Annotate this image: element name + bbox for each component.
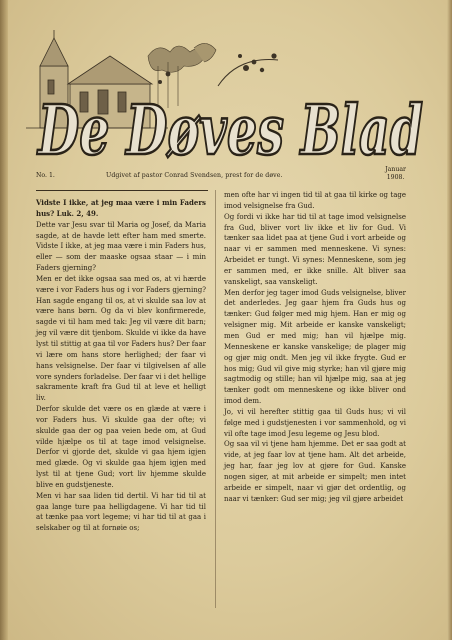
paragraph: Dette var Jesu svar til Maria og Josef, da Maria sagde, at de havde lett efter ham med smerte. Vidste I ikke, at jeg maa være i min Faders hus, eller — som der maaske ogsaa staar — i min Faders gjerning? — [36, 220, 206, 273]
column-divider — [215, 190, 216, 608]
page-right-edge — [447, 0, 452, 640]
paragraph: Jo, vi vil herefter stittig gaa til Guds hus; vi vil følge med i gudstjenesten i vor sammenhold, og vi vil ofte tage imod Jesu legeme og Jesu blod. — [224, 407, 406, 438]
paragraph: Men derfor jeg tager imod Guds velsignelse, bliver det anderledes. Jeg gaar hjem fra Guds hus og tænker: Gud følger med mig hjem. Han er mig og velsigner mig. Mit arbeide er kanske vanskeligt; men Gud er med mig; han vil hjælpe mig. Menneskene er kanske vanskelige; de plager mig og gjør mig ondt. Men jeg vil ikke frygte. Gud er hos mig; Gud vil give mig styrke; han vil gjøre mig sagtmodig og stille; han vil hjælpe mig, saa at jeg tænker godt om menneskene og ikke bliver ond imod dem. — [224, 288, 406, 406]
paragraph: Men er det ikke ogsaa saa med os, at vi hærde være i vor Faders hus og i vor Faders gjerning? Han sagde engang til os, at vi skulde saa lov at være hans børn. Og da vi blev konfirmerede, sagde vi til ham med tak: Jeg vil være dit barn; jeg vil være dit tjenbom. Skulde vi ikke da have lyst til stittig at gaa til vor Faders hus? Der faar vi lære om hans store herlighed; der faar vi hans velsignelse. Der faar vi tilgivelsen af alle vore synders forladelse. Der faar vi i det hellige sakramente kraft fra Gud til at leve et helligt liv. — [36, 274, 206, 403]
paragraph: Derfor skulde det være os en glæde at være i vor Faders hus. Vi skulde gaa der ofte; vi skulde gaa der og paa veien bede om, at Gud vilde hjælpe os til at tage imod velsignelse. Derfor vi gjorde det, skulde vi gaa hjem igjen med glæde. Og vi skulde gaa hjem igjen med lyst til at tjene Gud; vort liv hjemme skulde blive en gudstjeneste. — [36, 405, 206, 489]
issue-month: Januar — [385, 166, 406, 173]
issue-year: 1908. — [386, 174, 405, 181]
masthead-illustration — [18, 26, 428, 164]
paragraph: Og saa vil vi tjene ham hjemme. Det er saa godt at vide, at jeg faar lov at tjene ham. Alt det arbeide, jeg har, faar jeg lov at gjøre for Gud. Kanske nogen siger, at mit arbeide er simpelt; men intet arbeide er simpelt, naar vi gjør det ordentlig, og naar vi tænker: Gud ser mig; jeg vil gjøre arbeidet — [224, 440, 406, 503]
header-rule — [36, 190, 208, 191]
publisher-line: Udgivet af pastor Conrad Svendsen, prest for de døve. — [106, 172, 283, 179]
paragraph: men ofte har vi ingen tid til at gaa til kirke og tage imod velsignelse fra Gud. — [224, 191, 406, 210]
issue-info-bar — [36, 166, 406, 188]
issue-number: No. 1. — [36, 172, 55, 179]
issue-date — [385, 166, 406, 182]
paragraph: Og fordi vi ikke har tid til at tage imod velsignelse fra Gud, bliver vort liv ikke et liv for Gud. Vi tænker saa lidet paa at tjene Gud i vort arbeide og naar vi er sammen med menneskene. Vi synes: Arbeidet er tungt. Vi synes: Menneskene, som jeg er sammen med, er ikke snille. Alt bliver saa vanskeligt, saa vanskeligt. — [224, 212, 406, 286]
masthead-title: De Døves Blad — [36, 91, 423, 164]
left-column — [36, 198, 206, 534]
bible-verse-heading: Vidste I ikke, at jeg maa være i min Faders hus? Luk. 2, 49. — [36, 198, 206, 218]
page-left-edge — [0, 0, 8, 640]
right-column — [224, 190, 406, 504]
paragraph: Men vi har saa liden tid dertil. Vi har tid til at gaa lange ture paa helligdagene. Vi har tid til at tænke paa vort legeme; vi har tid til at gaa i selskaber og til at fornøie os; — [36, 491, 206, 533]
